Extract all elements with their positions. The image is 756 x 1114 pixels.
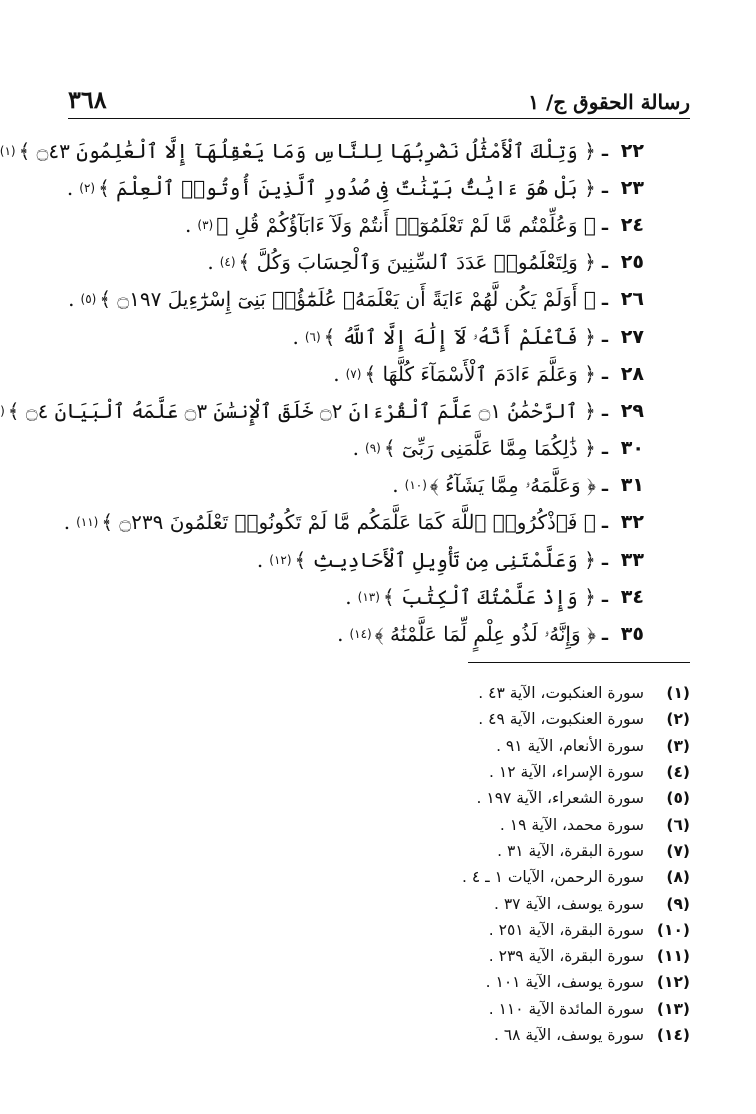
verse-number: ٣٢ xyxy=(620,511,644,534)
footnote-number: (٢) xyxy=(666,710,690,729)
verse-dash: ـ xyxy=(601,474,608,496)
verse-text: ﴿ وَإِذْ عَلَّمْتُكَ ٱلْكِتَٰبَ ﴾ xyxy=(382,584,596,609)
footnote-number: (١١) xyxy=(656,947,690,966)
verse-text: ﴿ وَعَلَّمَهُۥ مِمَّا يَشَآءُ ﴾ xyxy=(429,473,596,498)
verse-end-period: . xyxy=(337,622,344,647)
verse-dash: ـ xyxy=(601,511,608,533)
verse-dash: ـ xyxy=(601,177,608,199)
footnote-item xyxy=(200,864,690,890)
verse-line xyxy=(68,281,644,318)
verse-end-period: . xyxy=(345,584,352,609)
footnote-number: (١٢) xyxy=(656,973,690,992)
page-number: ٣٦٨ xyxy=(68,85,107,114)
verse-end-period: . xyxy=(207,250,214,275)
footnote-reference: (١٠) xyxy=(404,478,427,493)
verse-text: ﴿ وَتِلْكَ ٱلْأَمْثَٰلُ نَضْرِبُهَا لِلنَّاسِ وَمَا يَعْقِلُهَآ إِلَّا ٱلْعَٰلِمُونَ ۝٤٣ ﴾ xyxy=(18,138,596,163)
verse-number: ٢٨ xyxy=(620,362,644,385)
verse-number: ٢٢ xyxy=(620,139,644,162)
footnote-reference: (١) xyxy=(0,143,16,158)
verse-line xyxy=(90,615,644,652)
footnote-number: (٧) xyxy=(666,841,690,860)
footnote-number: (١٤) xyxy=(656,1026,690,1044)
verse-text: ﴿ ذَٰلِكُمَا مِمَّا عَلَّمَنِى رَبِّىٓ ﴾ xyxy=(383,436,596,461)
verse-number: ٢٥ xyxy=(620,251,644,274)
verse-end-period: . xyxy=(392,473,399,498)
footnote-item xyxy=(200,969,690,995)
footnote-item xyxy=(200,1022,690,1048)
footnote-number: (١) xyxy=(666,684,690,703)
verse-number: ٢٧ xyxy=(620,325,644,348)
verse-end-period: . xyxy=(63,510,71,535)
verse-line xyxy=(90,206,644,243)
verse-dash: ـ xyxy=(601,586,608,608)
footnote-reference: (١٢) xyxy=(269,552,292,567)
footnote-reference: (٢) xyxy=(79,180,96,195)
verse-dash: ـ xyxy=(601,326,608,348)
verse-line xyxy=(90,244,644,281)
footnote-text: سورة الرحمن، الآيات ١ ـ ٤ . xyxy=(461,868,644,887)
footnote-reference: (٦) xyxy=(304,329,321,344)
verse-end-period: . xyxy=(256,547,264,572)
footnote-item xyxy=(200,785,690,811)
footnote-text: سورة العنكبوت، الآية ٤٩ . xyxy=(478,710,644,729)
verse-line xyxy=(90,541,644,578)
footnote-item xyxy=(200,733,690,759)
verse-dash: ـ xyxy=(601,251,608,273)
verse-line xyxy=(0,392,644,429)
footnote-text: سورة الشعراء، الآية ١٩٧ . xyxy=(476,789,644,808)
footnote-item xyxy=(200,996,690,1022)
verse-end-period: . xyxy=(333,361,340,386)
verse-dash: ـ xyxy=(601,400,608,422)
footnote-number: (٨) xyxy=(666,868,690,887)
footnote-reference: (١١) xyxy=(76,515,99,530)
footnote-reference: (٤) xyxy=(219,255,236,270)
verse-end-period: . xyxy=(352,436,359,461)
verse-line xyxy=(90,430,644,467)
footnote-text: سورة المائدة الآية ١١٠ . xyxy=(488,999,644,1018)
footnote-text: سورة الأنعام، الآية ٩١ . xyxy=(496,736,644,755)
footnote-text: سورة البقرة، الآية ٢٣٩ . xyxy=(488,947,644,966)
footnote-item xyxy=(200,838,690,864)
verse-line xyxy=(90,578,644,615)
footnote-text: سورة يوسف، الآية ٣٧ . xyxy=(493,894,644,913)
footnote-reference: ( xyxy=(0,403,5,418)
verse-text: ﴿ فَٱعْلَمْ أَنَّهُۥ لَآ إِلَٰهَ إِلَّا ٱللَّهُ ﴾ xyxy=(323,324,596,349)
running-title: رسالة الحقوق ج/ ١ xyxy=(528,90,690,114)
verse-number: ٣٣ xyxy=(620,548,644,571)
verse-list xyxy=(0,132,644,653)
verse-line xyxy=(90,467,644,504)
footnote-reference: (١٤) xyxy=(349,627,372,642)
verse-dash: ـ xyxy=(601,437,608,459)
verse-number: ٣٠ xyxy=(620,437,644,460)
verse-line xyxy=(90,355,644,392)
footnote-item xyxy=(200,811,690,837)
verse-line xyxy=(63,504,644,541)
verse-dash: ـ xyxy=(601,214,608,236)
verse-end-period: . xyxy=(66,175,74,200)
footnote-text: سورة يوسف، الآية ٦٨ . xyxy=(493,1026,644,1044)
footnote-number: (١٣) xyxy=(656,999,690,1018)
verse-text: ﴿ وَإِنَّهُۥ لَذُو عِلْمٍ لِّمَا عَلَّمْنَٰهُ ﴾ xyxy=(374,622,596,647)
footnote-item xyxy=(200,890,690,916)
verse-text: ﴿ فَٱذْكُرُوا۟ ٱللَّهَ كَمَا عَلَّمَكُم مَّا لَمْ تَكُونُوا۟ تَعْلَمُونَ ۝٢٣٩ ﴾ xyxy=(101,510,596,535)
verse-text: ﴿ وَعُلِّمْتُم مَّا لَمْ تَعْلَمُوٓا۟ أَنتُمْ وَلَآ ءَابَآؤُكُمْ قُلِ ﴾ xyxy=(216,212,596,237)
verse-dash: ـ xyxy=(601,549,608,571)
footnote-list xyxy=(200,680,690,1048)
verse-dash: ـ xyxy=(601,288,608,310)
footnote-reference: (٥) xyxy=(80,292,97,307)
verse-text: ﴿ أَوَلَمْ يَكُن لَّهُمْ ءَايَةً أَن يَعْلَمَهُۥ عُلَمَٰٓؤُا۟ بَنِىٓ إِسْرَٰٓءِيلَ ۝١٩٧ ﴾ xyxy=(99,287,596,312)
footnote-reference: (٩) xyxy=(365,441,381,456)
footnote-item xyxy=(200,943,690,969)
footnote-reference: (٧) xyxy=(345,366,362,381)
verse-number: ٢٣ xyxy=(620,176,644,199)
verse-number: ٣٥ xyxy=(620,623,644,646)
footnote-divider xyxy=(468,662,690,663)
verse-line xyxy=(90,318,644,355)
verse-text: ﴿ وَعَلَّمْتَنِى مِن تَأْوِيلِ ٱلْأَحَادِيثِ ﴾ xyxy=(294,547,596,572)
footnote-text: سورة يوسف، الآية ١٠١ . xyxy=(485,973,644,992)
verse-text: ﴿ وَعَلَّمَ ءَادَمَ ٱلْأَسْمَآءَ كُلَّهَا ﴾ xyxy=(364,361,596,386)
footnote-number: (٤) xyxy=(666,763,690,782)
footnote-reference: (٣) xyxy=(197,217,214,232)
footnote-text: سورة البقرة، الآية ٢٥١ . xyxy=(488,920,644,939)
footnote-text: سورة البقرة، الآية ٣١ . xyxy=(497,841,644,860)
verse-number: ٣٤ xyxy=(620,585,644,608)
footnote-item xyxy=(200,680,690,706)
footnote-item xyxy=(200,917,690,943)
verse-number: ٢٦ xyxy=(620,288,644,311)
page-header xyxy=(68,76,690,119)
verse-dash: ـ xyxy=(601,623,608,645)
verse-text: ﴿ وَلِتَعْلَمُوا۟ عَدَدَ ٱلسِّنِينَ وَٱلْحِسَابَ وَكُلَّ ﴾ xyxy=(238,250,596,275)
verse-number: ٢٩ xyxy=(620,399,644,422)
footnote-number: (٩) xyxy=(666,894,690,913)
footnote-text: سورة محمد، الآية ١٩ . xyxy=(499,815,644,834)
footnote-text: سورة الإسراء، الآية ١٢ . xyxy=(489,763,644,782)
verse-number: ٣١ xyxy=(620,474,644,497)
verse-dash: ـ xyxy=(601,140,608,162)
footnote-text: سورة العنكبوت، الآية ٤٣ . xyxy=(478,684,644,703)
footnote-reference: (١٣) xyxy=(357,589,380,604)
footnote-item xyxy=(200,759,690,785)
footnote-item xyxy=(200,706,690,732)
verse-text: ﴿ بَلْ هُوَ ءَايَٰتٌۢ بَيِّنَٰتٌ فِى صُدُورِ ٱلَّذِينَ أُوتُوا۟ ٱلْعِلْمَ ﴾ xyxy=(98,175,596,200)
verse-dash: ـ xyxy=(601,363,608,385)
footnote-number: (٦) xyxy=(666,815,690,834)
verse-text: ﴿ ٱلرَّحْمَٰنُ ۝١ عَلَّمَ ٱلْقُرْءَانَ ۝٢ خَلَقَ ٱلْإِنسَٰنَ ۝٣ عَلَّمَهُ ٱلْبَيَانَ ۝٤ ﴾ xyxy=(7,398,596,423)
verse-end-period: . xyxy=(68,287,75,312)
footnote-number: (١٠) xyxy=(656,920,690,939)
footnote-number: (٥) xyxy=(666,789,690,808)
verse-line xyxy=(0,132,644,169)
verse-end-period: . xyxy=(292,324,299,349)
verse-number: ٢٤ xyxy=(620,213,644,236)
footnote-number: (٣) xyxy=(666,736,690,755)
verse-end-period: . xyxy=(185,212,192,237)
verse-line xyxy=(66,169,644,206)
